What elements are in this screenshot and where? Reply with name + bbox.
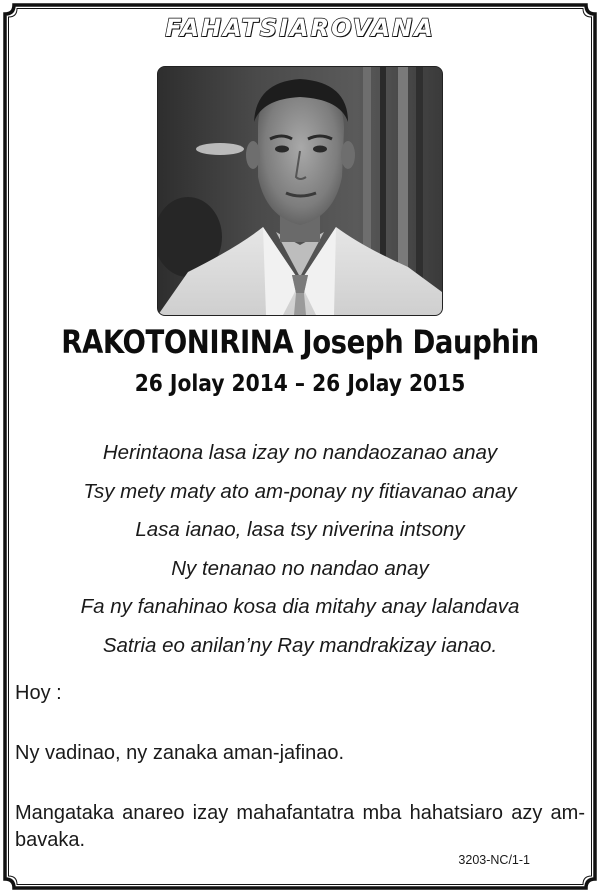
prayer-request: Mangataka anareo izay mahafantatra mba hahatsiaro azy am-bavaka. xyxy=(15,802,585,851)
portrait-photo xyxy=(157,66,443,316)
poem-line: Satria eo anilan’ny Ray mandrakizay ianao. xyxy=(102,633,498,657)
family-signature: Ny vadinao, ny zanaka aman-jafinao. xyxy=(15,742,345,764)
hoy-label: Hoy : xyxy=(15,682,62,704)
notice-heading: FAHATSIAROVANA xyxy=(165,14,435,42)
poem-line: Fa ny fanahinao kosa dia mitahy anay lalandava xyxy=(80,595,520,618)
poem-line: Tsy mety maty ato am-ponay ny fitiavanao anay xyxy=(83,479,517,503)
poem-line: Lasa ianao, lasa tsy niverina intsony xyxy=(135,518,465,541)
poem-line: Herintaona lasa izay no nandaozanao anay xyxy=(102,441,498,464)
memorial-poem xyxy=(0,434,600,665)
deceased-name: RAKOTONIRINA Joseph Dauphin xyxy=(61,323,539,361)
reference-code: 3203-NC/1-1 xyxy=(458,853,530,867)
memorial-dates: 26 Jolay 2014 – 26 Jolay 2015 xyxy=(134,371,466,397)
poem-line: Ny tenanao no nandao anay xyxy=(171,556,429,580)
